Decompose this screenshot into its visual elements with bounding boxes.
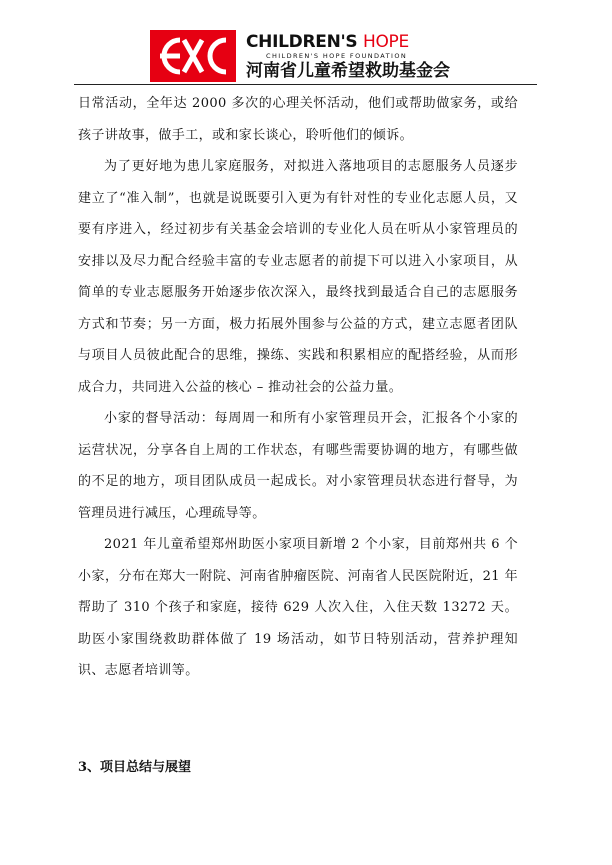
logo-chinese-name: 河南省儿童希望救助基金会 bbox=[246, 61, 450, 81]
logo-english-subtitle: CHILDREN'S HOPE FOUNDATION bbox=[266, 52, 408, 60]
paragraph-supervision: 小家的督导活动：每周周一和所有小家管理员开会，汇报各个小家的运营状况，分享各自上周的工作状态，有哪些需要协调的地方，有哪些做的不足的地方，项目团队成员一起成长。对小家管理员状态进行督导，为管理员进行减压，心理疏导等。 bbox=[78, 411, 518, 521]
page-header bbox=[150, 30, 450, 82]
section-heading: 3、项目总结与展望 bbox=[78, 760, 192, 775]
header-divider bbox=[74, 84, 537, 85]
document-body bbox=[78, 88, 518, 687]
logo-english-name: CHILDREN'S HOPE bbox=[246, 32, 409, 52]
paragraph-volunteer-admission: 为了更好地为患儿家庭服务，对拟进入落地项目的志愿服务人员逐步建立了“准入制”，也就是说既要引入更为有针对性的专业化志愿人员，又要有序进入，经过初步有关基金会培训的专业化人员在听从小家管理员的安排以及尽力配合经验丰富的专业志愿者的前提下可以进入小家项目，从简单的专业志愿服务开始逐步依次深入，最终找到最适合自己的志愿服务方式和节奏；另一方面，极力拓展外围参与公益的方式，建立志愿者团队与项目人员彼此配合的思维，操练、实践和积累相应的配搭经验，从而形成合力，共同进入公益的核心 – 推动社会的公益力量。 bbox=[78, 159, 518, 395]
paragraph-continuation: 日常活动，全年达 2000 多次的心理关怀活动，他们或帮助做家务，或给孩子讲故事，做手工，或和家长谈心，聆听他们的倾诉。 bbox=[78, 96, 518, 143]
paragraph-2021-summary: 2021 年儿童希望郑州助医小家项目新增 2 个小家，目前郑州共 6 个小家，分布在郑大一附院、河南省肿瘤医院、河南省人民医院附近，21 年帮助了 310 个孩子和家庭，接待 629 人次入住，入住天数 13272 天。助医小家围绕救助群体做了 19 场活动，如节日特别活动，营养护理知识、志愿者培训等。 bbox=[78, 537, 518, 678]
foundation-logo-icon bbox=[150, 30, 236, 82]
logo-wordmark bbox=[246, 32, 450, 82]
